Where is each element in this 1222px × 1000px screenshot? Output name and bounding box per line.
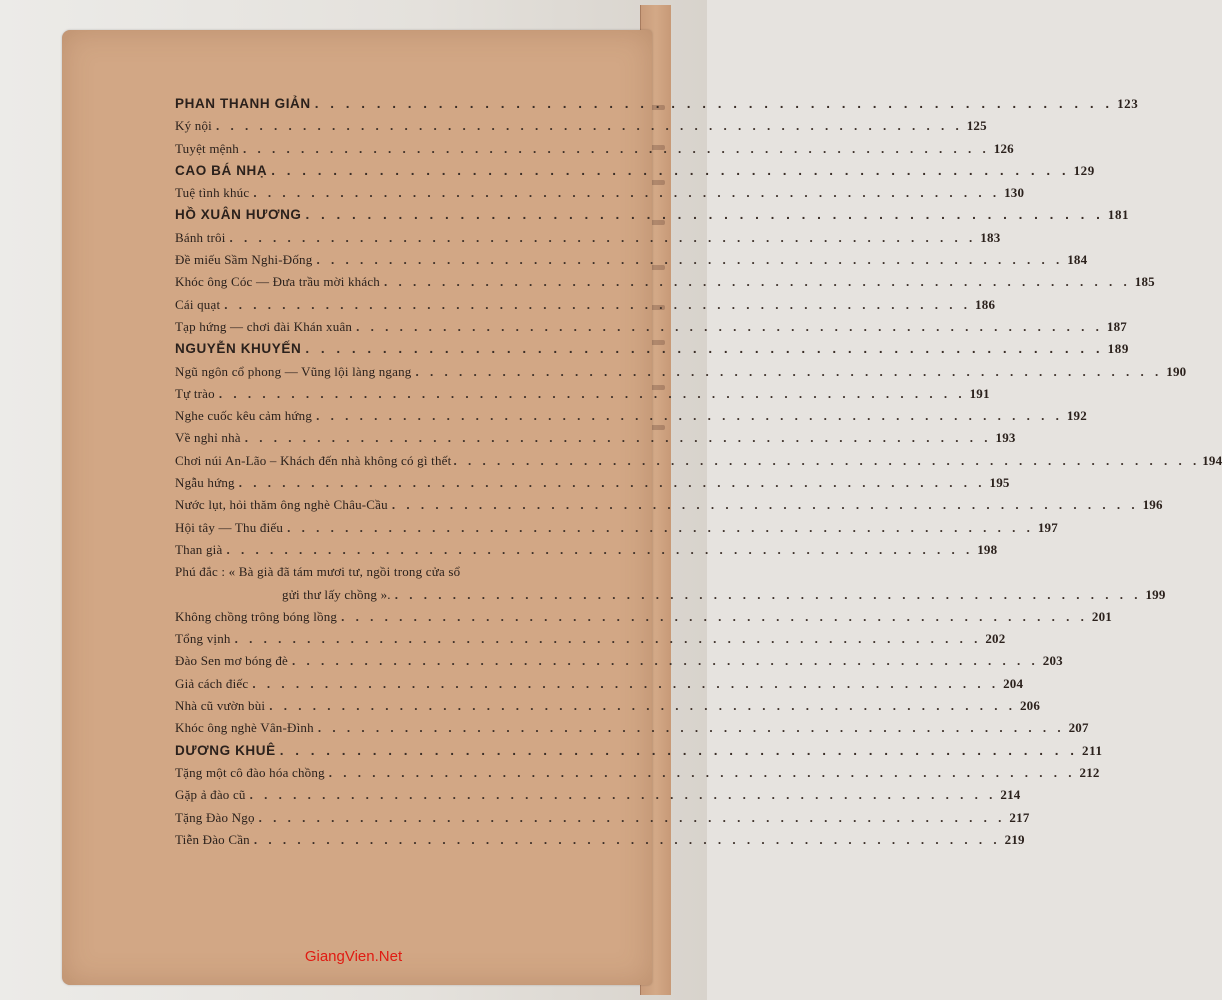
toc-entry [175, 383, 990, 405]
toc-entry [175, 450, 1222, 472]
toc-title: Chơi núi An-Lão – Khách đến nhà không có gì thết [175, 452, 452, 468]
toc-title: Đề miếu Sầm Nghi-Đống [175, 252, 313, 268]
toc-page-number: 193 [995, 430, 1016, 446]
table-of-contents [175, 93, 1222, 851]
toc-title: Ngẫu hứng [175, 475, 235, 491]
toc-page-number: 129 [1073, 162, 1095, 178]
toc-entry [175, 182, 1025, 204]
toc-title: HỒ XUÂN HƯƠNG [175, 207, 302, 223]
leader-dots [222, 539, 977, 561]
leader-dots [391, 584, 1146, 606]
leader-dots [412, 361, 1167, 383]
toc-title: Than già [175, 541, 223, 557]
toc-page-number: 187 [1106, 318, 1127, 334]
toc-title: Nghe cuốc kêu cảm hứng [175, 408, 313, 424]
leader-dots [231, 628, 986, 650]
toc-entry [175, 472, 1010, 494]
toc-entry [175, 650, 1063, 672]
toc-title: Tạp hứng — chơi đài Khán xuân [175, 318, 353, 334]
toc-page-number: 190 [1166, 363, 1187, 379]
leader-dots [220, 294, 975, 316]
toc-entry [175, 829, 1025, 851]
leader-dots [248, 673, 1003, 695]
toc-title: Nhà cũ vườn bùi [175, 698, 266, 714]
toc-entry [175, 271, 1155, 293]
toc-heading-phan-thanh-gian [175, 93, 1139, 115]
toc-page-number: 194 [1202, 452, 1222, 468]
toc-entry [175, 517, 1058, 539]
toc-page-number: 183 [980, 229, 1001, 245]
toc-title: Không chồng trông bóng lồng [175, 608, 338, 624]
toc-title: Nước lụt, hỏi thăm ông nghè Châu-Cầu [175, 497, 388, 513]
toc-title: Tặng một cô đào hóa chồng [175, 764, 325, 780]
toc-page-number: 212 [1079, 764, 1100, 780]
toc-entry [175, 427, 1016, 449]
toc-page-number: 130 [1004, 185, 1025, 201]
leader-dots [337, 606, 1092, 628]
toc-entry [175, 115, 987, 137]
toc-entry [175, 249, 1088, 271]
toc-entry [175, 762, 1100, 784]
toc-page-number: 217 [1009, 809, 1030, 825]
toc-page-number: 211 [1082, 742, 1103, 758]
toc-page-number: 184 [1067, 252, 1088, 268]
toc-entry-multiline-second [175, 584, 1166, 606]
toc-entry-multiline-first [175, 561, 609, 583]
toc-page-number: 199 [1145, 586, 1166, 602]
leader-dots [249, 182, 1004, 204]
toc-page-number: 181 [1107, 207, 1130, 223]
toc-title: Khóc ông Cóc — Đưa trầu mời khách [175, 274, 381, 290]
leader-dots [288, 650, 1043, 672]
leader-dots [388, 494, 1143, 516]
toc-title: Bánh trôi [175, 229, 226, 245]
leader-dots [314, 717, 1069, 739]
toc-title: NGUYỄN KHUYẾN [175, 341, 302, 357]
toc-entry [175, 717, 1089, 739]
toc-page-number: 196 [1142, 497, 1163, 513]
toc-page-number: 201 [1091, 608, 1112, 624]
toc-entry [175, 695, 1041, 717]
leader-dots [239, 138, 994, 160]
toc-entry [175, 494, 1163, 516]
toc-heading-duong-khue [175, 740, 1103, 762]
toc-page-number: 214 [1000, 787, 1021, 803]
toc-entry [175, 606, 1112, 628]
toc-title: Ký nội [175, 118, 212, 134]
leader-dots [250, 829, 1005, 851]
leader-dots [212, 115, 967, 137]
toc-title: DƯƠNG KHUÊ [175, 742, 276, 758]
toc-title: Tự trào [175, 385, 215, 401]
leader-dots [312, 405, 1067, 427]
leader-dots [267, 160, 1073, 182]
toc-title: Giả cách điếc [175, 675, 249, 691]
toc-title: Hội tây — Thu điếu [175, 519, 284, 535]
toc-title: Về nghỉ nhà [175, 430, 241, 446]
toc-entry [175, 138, 1014, 160]
leader-dots [352, 316, 1107, 338]
toc-heading-cao-ba-nha [175, 160, 1095, 182]
toc-page-number: 197 [1037, 519, 1058, 535]
toc-heading-ho-xuan-huong [175, 204, 1130, 226]
toc-entry [175, 673, 1024, 695]
toc-title: Đào Sen mơ bóng đè [175, 653, 289, 669]
leader-dots [241, 427, 996, 449]
toc-title: Tiễn Đào Cần [175, 831, 250, 847]
toc-page-number: 125 [966, 118, 987, 134]
leader-dots [451, 450, 1202, 472]
leader-dots [276, 740, 1082, 762]
toc-page-number: 195 [989, 475, 1010, 491]
toc-entry [175, 294, 996, 316]
toc-entry [175, 539, 998, 561]
leader-dots [255, 807, 1010, 829]
toc-title: Cái quạt [175, 296, 221, 312]
toc-title-line-2: gửi thư lấy chồng ». [282, 586, 391, 602]
toc-title: CAO BÁ NHẠ [175, 162, 268, 178]
toc-entry [175, 316, 1127, 338]
leader-dots [283, 517, 1038, 539]
leader-dots [265, 695, 1020, 717]
toc-page-number: 204 [1003, 675, 1024, 691]
toc-page-number: 191 [969, 385, 990, 401]
toc-title-line-1: Phú đắc : « Bà già đã tám mươi tư, ngồi trong cửa sổ [175, 564, 461, 580]
leader-dots [312, 249, 1067, 271]
toc-entry [175, 628, 1006, 650]
toc-page-number: 123 [1117, 96, 1139, 111]
leader-dots [311, 93, 1117, 115]
toc-page-number: 207 [1068, 720, 1089, 736]
leader-dots [215, 383, 970, 405]
toc-entry [175, 807, 1030, 829]
watermark-text: GiangVien.Net [304, 948, 403, 965]
leader-dots [226, 227, 981, 249]
toc-entry [175, 227, 1001, 249]
toc-title: Tuệ tình khúc [175, 185, 250, 201]
toc-page-number: 189 [1107, 341, 1129, 357]
leader-dots [246, 784, 1001, 806]
toc-page-number: 126 [993, 140, 1014, 156]
toc-title: Tổng vịnh [175, 631, 231, 647]
toc-title: Gặp ả đào cũ [175, 787, 246, 803]
toc-page-number: 202 [985, 631, 1006, 647]
leader-dots [235, 472, 990, 494]
toc-title: Ngũ ngôn cổ phong — Vũng lội làng ngang [175, 363, 412, 379]
toc-heading-nguyen-khuyen [175, 338, 1129, 360]
toc-title: Khóc ông nghè Vân-Đình [175, 720, 314, 736]
toc-page-number: 185 [1134, 274, 1155, 290]
leader-dots [302, 204, 1108, 226]
toc-page-number: 186 [975, 296, 996, 312]
leader-dots [325, 762, 1080, 784]
toc-entry [175, 405, 1087, 427]
toc-entry [175, 361, 1187, 383]
leader-dots [301, 338, 1107, 360]
toc-title: PHAN THANH GIẢN [175, 96, 311, 111]
toc-title: Tuyệt mệnh [175, 140, 239, 156]
leader-dots [380, 271, 1135, 293]
toc-page-number: 198 [977, 541, 998, 557]
toc-page-number: 203 [1042, 653, 1063, 669]
toc-entry [175, 784, 1021, 806]
toc-page-number: 219 [1004, 831, 1025, 847]
toc-page-number: 192 [1066, 408, 1087, 424]
toc-page-number: 206 [1019, 698, 1041, 714]
toc-title: Tặng Đào Ngọ [175, 809, 255, 825]
